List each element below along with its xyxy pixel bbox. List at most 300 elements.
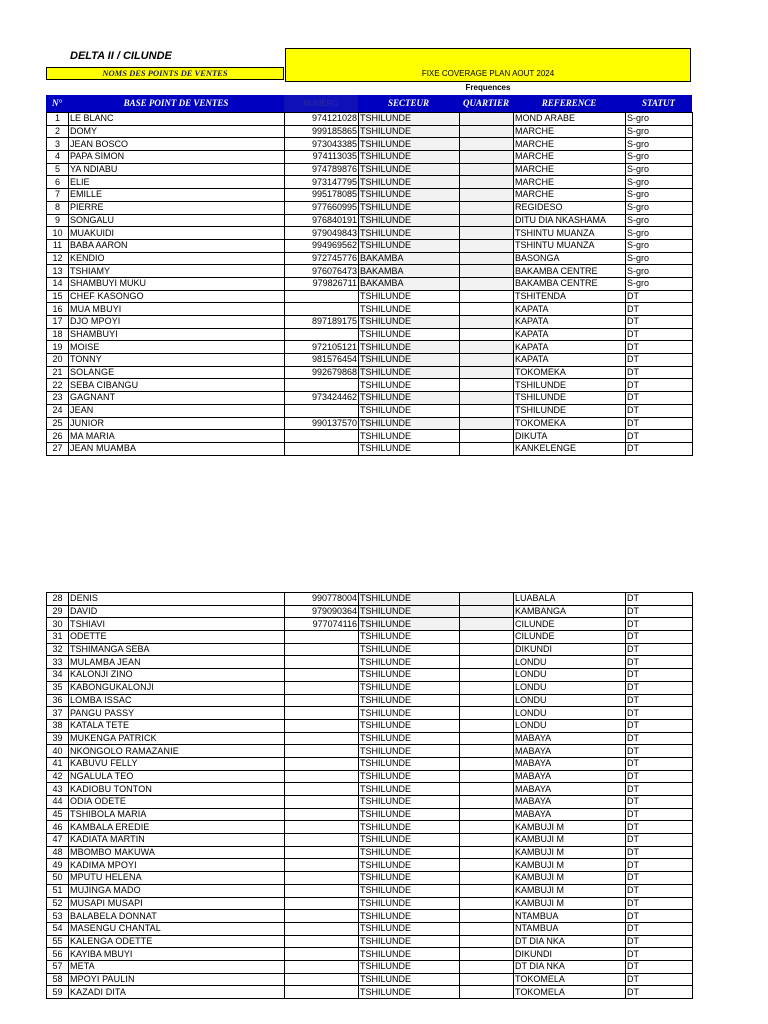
reference-cell: TSHINTU MUANZA <box>514 227 626 240</box>
phone-number <box>285 681 359 694</box>
reference-cell: KAPATA <box>514 303 626 316</box>
quartier-cell <box>460 960 514 973</box>
phone-number <box>285 656 359 669</box>
table-row <box>47 694 693 707</box>
header-no: N° <box>51 98 63 108</box>
phone-number <box>285 732 359 745</box>
quartier-cell <box>460 593 514 606</box>
phone-number <box>285 783 359 796</box>
statut-cell: DT <box>626 910 693 923</box>
reference-cell: DIKUNDI <box>514 643 626 656</box>
reference-cell: LONDU <box>514 681 626 694</box>
phone-number <box>285 948 359 961</box>
quartier-cell <box>460 948 514 961</box>
phone-number: 973424462 <box>285 392 359 405</box>
row-number: 57 <box>47 960 69 973</box>
quartier-cell <box>460 834 514 847</box>
secteur-cell: TSHILUNDE <box>359 859 460 872</box>
row-number: 56 <box>47 948 69 961</box>
statut-cell: DT <box>626 341 693 354</box>
reference-cell: MABAYA <box>514 783 626 796</box>
reference-cell: MARCHE <box>514 163 626 176</box>
secteur-cell: TSHILUNDE <box>359 239 460 252</box>
quartier-cell <box>460 897 514 910</box>
quartier-cell <box>460 290 514 303</box>
table-row <box>47 113 693 126</box>
point-name: MUAKUIDI <box>69 227 285 240</box>
table-row <box>47 265 693 278</box>
phone-number <box>285 859 359 872</box>
secteur-cell: TSHILUNDE <box>359 973 460 986</box>
statut-cell: DT <box>626 354 693 367</box>
table-row <box>47 201 693 214</box>
point-name: GAGNANT <box>69 392 285 405</box>
table-row <box>47 341 693 354</box>
point-name: KABONGUKALONJI <box>69 681 285 694</box>
secteur-cell: TSHILUNDE <box>359 113 460 126</box>
table-row <box>47 821 693 834</box>
secteur-cell: TSHILUNDE <box>359 379 460 392</box>
quartier-cell <box>460 277 514 290</box>
secteur-cell: TSHILUNDE <box>359 910 460 923</box>
table-row <box>47 707 693 720</box>
table-row <box>47 328 693 341</box>
row-number: 32 <box>47 643 69 656</box>
header-secteur: SECTEUR <box>387 98 429 108</box>
quartier-cell <box>460 392 514 405</box>
statut-cell: S-gro <box>626 151 693 164</box>
table-row <box>47 719 693 732</box>
table-row <box>47 872 693 885</box>
table-row <box>47 922 693 935</box>
reference-cell: BAKAMBA CENTRE <box>514 277 626 290</box>
reference-cell: KAMBUJI M <box>514 834 626 847</box>
reference-cell: KAMBUJI M <box>514 872 626 885</box>
row-number: 20 <box>47 354 69 367</box>
reference-cell: KAMBANGA <box>514 605 626 618</box>
phone-number <box>285 872 359 885</box>
table-row <box>47 404 693 417</box>
statut-cell: DT <box>626 859 693 872</box>
quartier-cell <box>460 796 514 809</box>
point-name: CHEF KASONGO <box>69 290 285 303</box>
quartier-cell <box>460 442 514 455</box>
quartier-cell <box>460 656 514 669</box>
secteur-cell: BAKAMBA <box>359 265 460 278</box>
point-name: TONNY <box>69 354 285 367</box>
point-name: KADIATA MARTIN <box>69 834 285 847</box>
table-row <box>47 252 693 265</box>
row-number: 54 <box>47 922 69 935</box>
quartier-cell <box>460 643 514 656</box>
statut-cell: DT <box>626 328 693 341</box>
phone-number <box>285 922 359 935</box>
row-number: 29 <box>47 605 69 618</box>
secteur-cell: BAKAMBA <box>359 252 460 265</box>
row-number: 12 <box>47 252 69 265</box>
table-header <box>46 95 692 112</box>
phone-number <box>285 404 359 417</box>
statut-cell: S-gro <box>626 239 693 252</box>
statut-cell: S-gro <box>626 125 693 138</box>
phone-number: 977660995 <box>285 201 359 214</box>
secteur-cell: TSHILUNDE <box>359 681 460 694</box>
reference-cell: LONDU <box>514 656 626 669</box>
statut-cell: DT <box>626 719 693 732</box>
quartier-cell <box>460 189 514 202</box>
phone-number: 999185865 <box>285 125 359 138</box>
statut-cell: DT <box>626 948 693 961</box>
table-row <box>47 732 693 745</box>
statut-cell: DT <box>626 770 693 783</box>
statut-cell: DT <box>626 821 693 834</box>
row-number: 30 <box>47 618 69 631</box>
table-row <box>47 948 693 961</box>
secteur-cell: TSHILUNDE <box>359 986 460 999</box>
statut-cell: DT <box>626 846 693 859</box>
quartier-cell <box>460 366 514 379</box>
quartier-cell <box>460 859 514 872</box>
point-name: KALONJI ZINO <box>69 669 285 682</box>
row-number: 23 <box>47 392 69 405</box>
row-number: 8 <box>47 201 69 214</box>
secteur-cell: TSHILUNDE <box>359 732 460 745</box>
row-number: 37 <box>47 707 69 720</box>
row-number: 59 <box>47 986 69 999</box>
row-number: 34 <box>47 669 69 682</box>
table-row <box>47 430 693 443</box>
quartier-cell <box>460 303 514 316</box>
secteur-cell: TSHILUNDE <box>359 757 460 770</box>
quartier-cell <box>460 239 514 252</box>
row-number: 15 <box>47 290 69 303</box>
reference-cell: REGIDESO <box>514 201 626 214</box>
phone-number <box>285 960 359 973</box>
phone-number <box>285 834 359 847</box>
reference-cell: KANKELENGE <box>514 442 626 455</box>
statut-cell: DT <box>626 366 693 379</box>
row-number: 46 <box>47 821 69 834</box>
quartier-cell <box>460 821 514 834</box>
statut-cell: DT <box>626 960 693 973</box>
phone-number <box>285 935 359 948</box>
row-number: 44 <box>47 796 69 809</box>
reference-cell: DIKUTA <box>514 430 626 443</box>
point-name: NKONGOLO RAMAZANIE <box>69 745 285 758</box>
table-row <box>47 214 693 227</box>
quartier-cell <box>460 328 514 341</box>
header-statut: STATUT <box>641 98 675 108</box>
point-name: MASENGU CHANTAL <box>69 922 285 935</box>
statut-cell: S-gro <box>626 201 693 214</box>
reference-cell: MARCHE <box>514 189 626 202</box>
reference-cell: TSHILUNDE <box>514 379 626 392</box>
table-row <box>47 631 693 644</box>
point-name: PANGU PASSY <box>69 707 285 720</box>
reference-cell: TOKOMELA <box>514 986 626 999</box>
quartier-cell <box>460 227 514 240</box>
phone-number <box>285 643 359 656</box>
row-number: 35 <box>47 681 69 694</box>
secteur-cell: TSHILUNDE <box>359 214 460 227</box>
secteur-cell: TSHILUNDE <box>359 770 460 783</box>
phone-number <box>285 669 359 682</box>
row-number: 16 <box>47 303 69 316</box>
point-name: MA MARIA <box>69 430 285 443</box>
quartier-cell <box>460 757 514 770</box>
reference-cell: MARCHE <box>514 125 626 138</box>
statut-cell: DT <box>626 872 693 885</box>
table-row <box>47 277 693 290</box>
phone-number <box>285 631 359 644</box>
quartier-cell <box>460 884 514 897</box>
quartier-cell <box>460 316 514 329</box>
phone-number: 990778004 <box>285 593 359 606</box>
point-name: JEAN <box>69 404 285 417</box>
table-row <box>47 669 693 682</box>
point-name: MOISE <box>69 341 285 354</box>
phone-number: 972105121 <box>285 341 359 354</box>
table-row <box>47 884 693 897</box>
phone-number <box>285 745 359 758</box>
point-name: ELIE <box>69 176 285 189</box>
table-row <box>47 163 693 176</box>
table-row <box>47 176 693 189</box>
reference-cell: LONDU <box>514 719 626 732</box>
row-number: 49 <box>47 859 69 872</box>
point-name: KATALA TETE <box>69 719 285 732</box>
reference-cell: MABAYA <box>514 732 626 745</box>
phone-number: 977074116 <box>285 618 359 631</box>
table-row <box>47 986 693 999</box>
statut-cell: S-gro <box>626 163 693 176</box>
secteur-cell: TSHILUNDE <box>359 643 460 656</box>
secteur-cell: TSHILUNDE <box>359 328 460 341</box>
quartier-cell <box>460 872 514 885</box>
statut-cell: S-gro <box>626 265 693 278</box>
statut-cell: DT <box>626 605 693 618</box>
secteur-cell: TSHILUNDE <box>359 316 460 329</box>
statut-cell: DT <box>626 808 693 821</box>
quartier-cell <box>460 669 514 682</box>
reference-cell: MABAYA <box>514 757 626 770</box>
phone-number <box>285 846 359 859</box>
quartier-cell <box>460 770 514 783</box>
point-name: JEAN MUAMBA <box>69 442 285 455</box>
secteur-cell: TSHILUNDE <box>359 656 460 669</box>
point-name: MUKENGA PATRICK <box>69 732 285 745</box>
quartier-cell <box>460 707 514 720</box>
statut-cell: DT <box>626 379 693 392</box>
table-row <box>47 366 693 379</box>
point-name: META <box>69 960 285 973</box>
secteur-cell: TSHILUNDE <box>359 707 460 720</box>
secteur-cell: TSHILUNDE <box>359 897 460 910</box>
reference-cell: CILUNDE <box>514 618 626 631</box>
reference-cell: MABAYA <box>514 808 626 821</box>
phone-number: 981576454 <box>285 354 359 367</box>
phone-number: 973147795 <box>285 176 359 189</box>
secteur-cell: TSHILUNDE <box>359 884 460 897</box>
secteur-cell: TSHILUNDE <box>359 631 460 644</box>
phone-number: 992679868 <box>285 366 359 379</box>
secteur-cell: TSHILUNDE <box>359 404 460 417</box>
phone-number <box>285 986 359 999</box>
statut-cell: DT <box>626 593 693 606</box>
quartier-cell <box>460 732 514 745</box>
statut-cell: DT <box>626 290 693 303</box>
quartier-cell <box>460 808 514 821</box>
point-name: MUA MBUYI <box>69 303 285 316</box>
phone-number: 897189175 <box>285 316 359 329</box>
point-name: MPOYI PAULIN <box>69 973 285 986</box>
secteur-cell: BAKAMBA <box>359 277 460 290</box>
secteur-cell: TSHILUNDE <box>359 834 460 847</box>
statut-cell: S-gro <box>626 138 693 151</box>
row-number: 6 <box>47 176 69 189</box>
secteur-cell: TSHILUNDE <box>359 948 460 961</box>
reference-cell: MARCHE <box>514 176 626 189</box>
row-number: 31 <box>47 631 69 644</box>
row-number: 7 <box>47 189 69 202</box>
statut-cell: S-gro <box>626 189 693 202</box>
table-row <box>47 897 693 910</box>
table-row <box>47 125 693 138</box>
point-name: SHAMBUYI MUKU <box>69 277 285 290</box>
phone-number <box>285 303 359 316</box>
table-row <box>47 379 693 392</box>
row-number: 52 <box>47 897 69 910</box>
reference-cell: KAPATA <box>514 354 626 367</box>
point-name: MULAMBA JEAN <box>69 656 285 669</box>
statut-cell: DT <box>626 643 693 656</box>
reference-cell: NTAMBUA <box>514 922 626 935</box>
table-row <box>47 960 693 973</box>
secteur-cell: TSHILUNDE <box>359 151 460 164</box>
statut-cell: DT <box>626 316 693 329</box>
point-name: KADIMA MPOYI <box>69 859 285 872</box>
quartier-cell <box>460 404 514 417</box>
statut-cell: DT <box>626 392 693 405</box>
statut-cell: S-gro <box>626 176 693 189</box>
statut-cell: DT <box>626 757 693 770</box>
point-name: KENDIO <box>69 252 285 265</box>
phone-number: 976076473 <box>285 265 359 278</box>
secteur-cell: TSHILUNDE <box>359 694 460 707</box>
point-name: JEAN BOSCO <box>69 138 285 151</box>
secteur-cell: TSHILUNDE <box>359 227 460 240</box>
quartier-cell <box>460 618 514 631</box>
point-name: TSHIAMY <box>69 265 285 278</box>
reference-cell: BAKAMBA CENTRE <box>514 265 626 278</box>
point-name: JUNIOR <box>69 417 285 430</box>
row-number: 55 <box>47 935 69 948</box>
point-name: BALABELA DONNAT <box>69 910 285 923</box>
point-name: MPUTU HELENA <box>69 872 285 885</box>
row-number: 43 <box>47 783 69 796</box>
statut-cell: DT <box>626 618 693 631</box>
phone-number: 976840191 <box>285 214 359 227</box>
row-number: 38 <box>47 719 69 732</box>
reference-cell: DITU DIA NKASHAMA <box>514 214 626 227</box>
coverage-plan-label: FIXE COVERAGE PLAN AOUT 2024 <box>421 69 555 78</box>
secteur-cell: TSHILUNDE <box>359 922 460 935</box>
secteur-cell: TSHILUNDE <box>359 430 460 443</box>
row-number: 17 <box>47 316 69 329</box>
secteur-cell: TSHILUNDE <box>359 341 460 354</box>
table-row <box>47 442 693 455</box>
quartier-cell <box>460 176 514 189</box>
reference-cell: TSHINTU MUANZA <box>514 239 626 252</box>
reference-cell: KAPATA <box>514 328 626 341</box>
secteur-cell: TSHILUNDE <box>359 605 460 618</box>
secteur-cell: TSHILUNDE <box>359 290 460 303</box>
phone-number: 974789876 <box>285 163 359 176</box>
row-number: 14 <box>47 277 69 290</box>
table-row <box>47 392 693 405</box>
quartier-cell <box>460 973 514 986</box>
secteur-cell: TSHILUNDE <box>359 783 460 796</box>
point-name: BABA AARON <box>69 239 285 252</box>
quartier-cell <box>460 745 514 758</box>
phone-number <box>285 973 359 986</box>
point-name: KALENGA ODETTE <box>69 935 285 948</box>
secteur-cell: TSHILUNDE <box>359 872 460 885</box>
table-row <box>47 227 693 240</box>
phone-number: 979826711 <box>285 277 359 290</box>
secteur-cell: TSHILUNDE <box>359 618 460 631</box>
point-name: KABUVU FELLY <box>69 757 285 770</box>
reference-cell: DT DIA NKA <box>514 935 626 948</box>
row-number: 24 <box>47 404 69 417</box>
statut-cell: S-gro <box>626 252 693 265</box>
quartier-cell <box>460 430 514 443</box>
phone-number <box>285 328 359 341</box>
table-row <box>47 859 693 872</box>
quartier-cell <box>460 151 514 164</box>
point-name: YA NDIABU <box>69 163 285 176</box>
reference-cell: LONDU <box>514 707 626 720</box>
row-number: 10 <box>47 227 69 240</box>
table-row <box>47 681 693 694</box>
row-number: 33 <box>47 656 69 669</box>
statut-cell: DT <box>626 897 693 910</box>
row-number: 45 <box>47 808 69 821</box>
row-number: 28 <box>47 593 69 606</box>
secteur-cell: TSHILUNDE <box>359 392 460 405</box>
statut-cell: DT <box>626 430 693 443</box>
table-row <box>47 745 693 758</box>
quartier-cell <box>460 417 514 430</box>
point-name: DENIS <box>69 593 285 606</box>
table-row <box>47 138 693 151</box>
reference-cell: KAMBUJI M <box>514 859 626 872</box>
statut-cell: DT <box>626 935 693 948</box>
row-number: 13 <box>47 265 69 278</box>
table-row <box>47 910 693 923</box>
point-name: SOLANGE <box>69 366 285 379</box>
secteur-cell: TSHILUNDE <box>359 935 460 948</box>
reference-cell: TOKOMELA <box>514 973 626 986</box>
secteur-cell: TSHILUNDE <box>359 354 460 367</box>
point-name: TSHIBOLA MARIA <box>69 808 285 821</box>
header-reference: REFERENCE <box>541 98 597 108</box>
coverage-plan-banner <box>285 48 691 82</box>
phone-number: 995178085 <box>285 189 359 202</box>
phone-number: 973043385 <box>285 138 359 151</box>
quartier-cell <box>460 719 514 732</box>
point-name: PIERRE <box>69 201 285 214</box>
